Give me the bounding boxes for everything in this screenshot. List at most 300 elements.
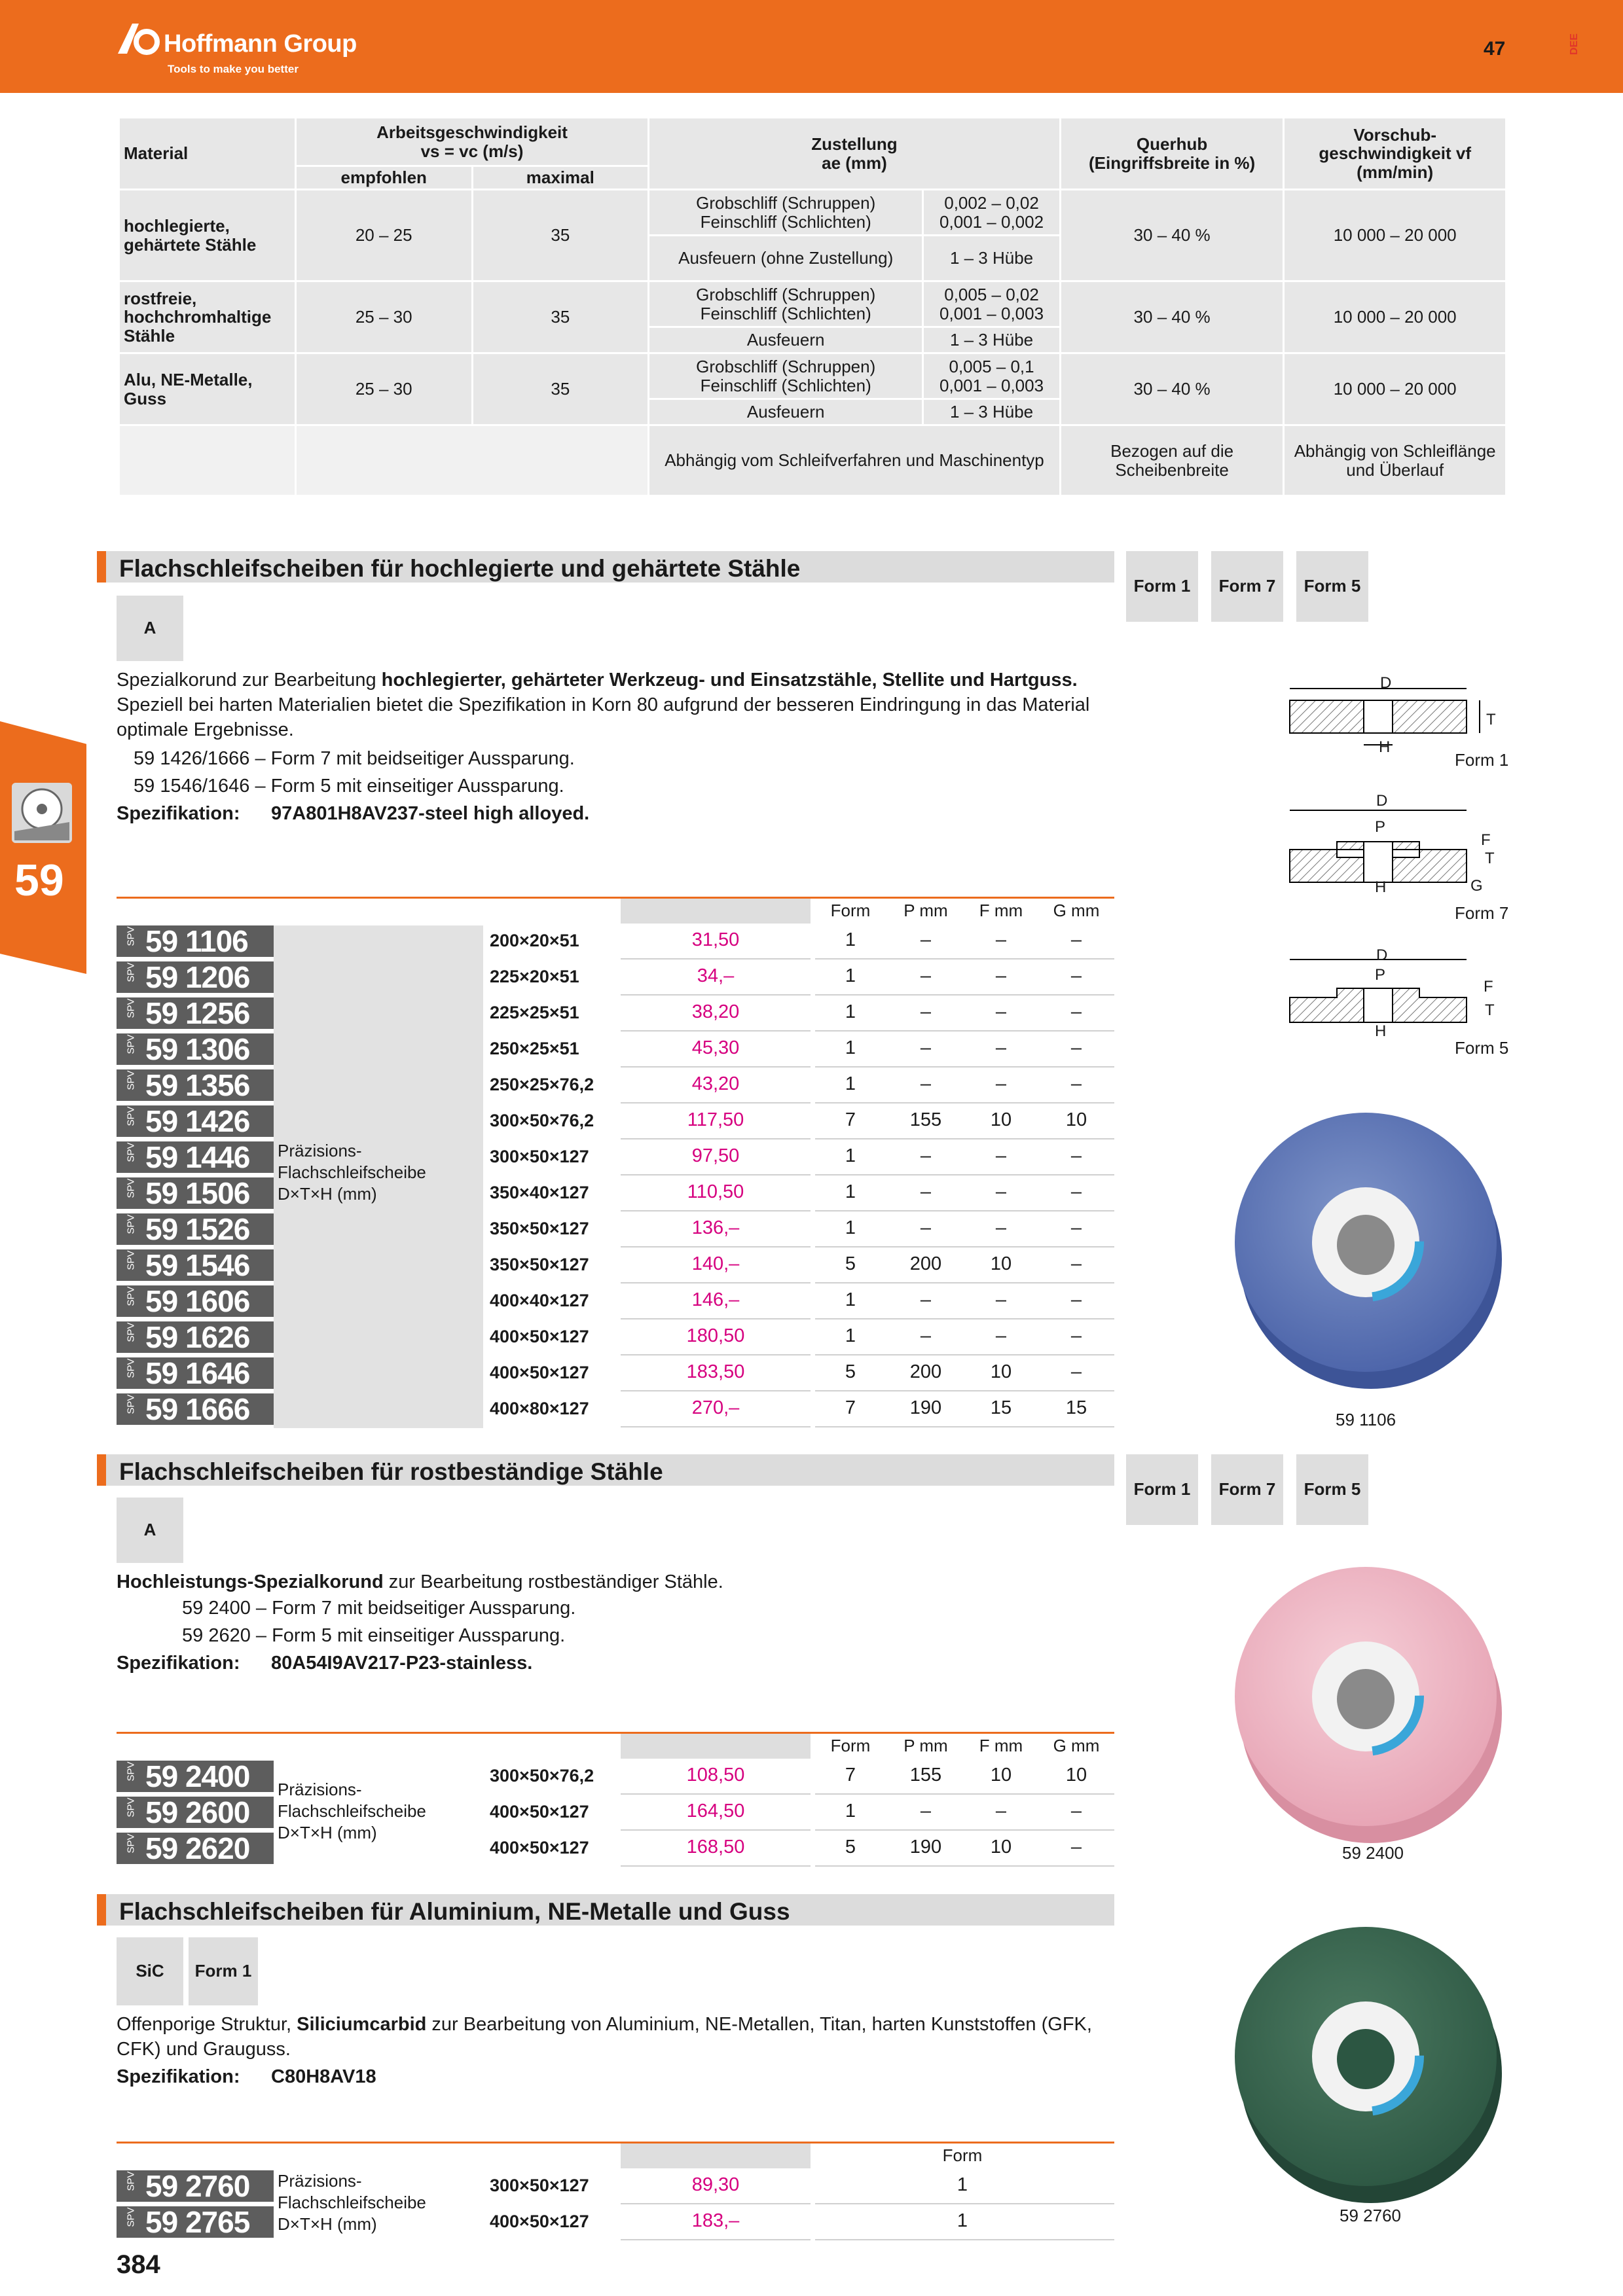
form-value: 5 xyxy=(845,1837,856,1857)
p-value: 200 xyxy=(909,1253,942,1274)
article-number-cell[interactable] xyxy=(117,1797,274,1828)
desc-text: CFK) und Grauguss. xyxy=(117,2039,291,2060)
dim-h: H xyxy=(1379,738,1391,756)
form-badge: Form 7 xyxy=(1211,1454,1283,1525)
supplier-code: SPV xyxy=(125,1178,137,1198)
form-value: 1 xyxy=(845,1289,856,1310)
empty-cell xyxy=(295,425,648,496)
form-value: 1 xyxy=(845,1001,856,1022)
supplier-code: SPV xyxy=(125,1286,137,1306)
article-number-cell[interactable] xyxy=(117,1213,274,1245)
f-value: – xyxy=(995,1001,1007,1022)
grinding-parameter-table xyxy=(118,117,1507,497)
article-number-cell[interactable] xyxy=(117,997,274,1029)
article-number[interactable]: 59 1446 xyxy=(145,1140,250,1174)
dimensions: 400×50×127 xyxy=(490,1838,589,1857)
desc-bold: Siliciumcarbid xyxy=(297,2014,427,2035)
row-rule xyxy=(815,1390,1114,1391)
article-number-cell[interactable] xyxy=(117,1069,274,1101)
row-rule xyxy=(815,1426,1114,1427)
dim-t: T xyxy=(1485,1001,1495,1019)
grinding-wheel-icon xyxy=(12,783,72,843)
table-row[interactable] xyxy=(117,1356,1114,1390)
header-feed-label: Vorschub- xyxy=(1353,124,1436,145)
row-rule xyxy=(815,994,1114,996)
g-value: – xyxy=(1070,1801,1082,1821)
header-infeed xyxy=(649,118,1061,190)
f-value: – xyxy=(995,1181,1007,1202)
header-maximum: maximal xyxy=(472,166,649,190)
variant-note: 59 1426/1666 – Form 7 mit beidseitiger Aussparung. xyxy=(134,748,575,769)
article-number[interactable]: 59 1606 xyxy=(145,1284,250,1318)
article-number-cell[interactable] xyxy=(117,1105,274,1137)
p-value: – xyxy=(920,1801,932,1821)
f-value: – xyxy=(995,965,1007,986)
product-desc: Präzisions- Flachschleifscheibe D×T×H (mm) xyxy=(278,1141,426,1204)
article-number[interactable]: 59 1356 xyxy=(145,1068,250,1102)
row-rule xyxy=(815,1030,1114,1031)
p-value: – xyxy=(920,1325,932,1346)
form-value: 1 xyxy=(845,1181,856,1202)
row-rule xyxy=(815,1174,1114,1175)
article-number[interactable]: 59 1666 xyxy=(145,1392,250,1426)
row-rule xyxy=(621,1318,811,1319)
p-value: – xyxy=(920,929,932,950)
header-infeed-label: Zustellung xyxy=(811,134,898,154)
form-value: 1 xyxy=(957,2174,968,2195)
article-number-cell[interactable] xyxy=(117,961,274,993)
row-rule xyxy=(621,1793,811,1795)
spec-label: Spezifikation: xyxy=(117,1653,240,1674)
price: 110,50 xyxy=(687,1181,744,1202)
p-value: – xyxy=(920,1037,932,1058)
g-value: – xyxy=(1070,965,1082,986)
price: 183,50 xyxy=(686,1361,745,1382)
col-p: P mm xyxy=(903,1736,948,1755)
col-form: Form xyxy=(942,2145,983,2165)
row-rule xyxy=(621,1066,811,1067)
article-number-cell[interactable] xyxy=(117,1833,274,1864)
process-rough: Grobschliff (Schruppen) xyxy=(696,356,876,376)
infeed-rough: 0,002 – 0,02 xyxy=(944,192,1039,213)
spec-label: Spezifikation: xyxy=(117,2066,240,2087)
f-value: – xyxy=(995,1037,1007,1058)
form-badge: Form 1 xyxy=(189,1937,258,2005)
g-value: – xyxy=(1070,929,1082,950)
process-sparkout: Ausfeuern xyxy=(649,327,923,353)
table-row[interactable] xyxy=(117,1284,1114,1318)
form-badge: Form 1 xyxy=(1126,1454,1198,1525)
form-value: 5 xyxy=(845,1253,856,1274)
brand-name[interactable]: Hoffmann Group xyxy=(164,30,357,58)
col-form: Form xyxy=(830,1736,871,1755)
dim-p: P xyxy=(1375,966,1386,984)
g-value: – xyxy=(1070,1145,1082,1166)
p-value: 200 xyxy=(909,1361,942,1382)
supplier-code: SPV xyxy=(125,998,137,1018)
infeed-sparkout: 1 – 3 Hübe xyxy=(923,399,1061,425)
photo-caption: 59 2400 xyxy=(1342,1843,1404,1863)
article-number-cell[interactable] xyxy=(117,2206,274,2238)
header-stroke-unit: (Eingriffsbreite in %) xyxy=(1088,152,1256,173)
variant-note: 59 2620 – Form 5 mit einseitiger Aussparung. xyxy=(182,1625,566,1646)
form-value: 1 xyxy=(845,1801,856,1821)
dimensions: 350×50×127 xyxy=(490,1219,589,1238)
table-row[interactable] xyxy=(117,1140,1114,1174)
form-value: 1 xyxy=(845,1073,856,1094)
form-value: 5 xyxy=(845,1361,856,1382)
section-marker xyxy=(97,551,106,583)
article-number-cell[interactable] xyxy=(117,925,274,957)
col-g: G mm xyxy=(1053,1736,1100,1755)
g-value: – xyxy=(1070,1325,1082,1346)
note-stroke: Bezogen auf die Scheibenbreite xyxy=(1060,425,1284,496)
section-marker xyxy=(97,1894,106,1926)
form-value: 7 xyxy=(845,1765,856,1785)
abrasive-badge: A xyxy=(117,596,183,661)
material-cell: Alu, NE-Metalle, Guss xyxy=(119,353,296,425)
spec-label: Spezifikation: xyxy=(117,803,240,824)
speed-recommended: 25 – 30 xyxy=(295,281,472,353)
col-form: Form xyxy=(830,901,871,920)
table-row[interactable] xyxy=(117,924,1114,958)
process-rough: Grobschliff (Schruppen) xyxy=(696,284,876,304)
g-value: – xyxy=(1070,1217,1082,1238)
process-sparkout: Ausfeuern xyxy=(649,399,923,425)
article-number[interactable]: 59 1506 xyxy=(145,1176,250,1210)
table-row[interactable] xyxy=(117,1759,1114,1793)
dimensions: 400×80×127 xyxy=(490,1399,589,1418)
article-number[interactable]: 59 1256 xyxy=(145,996,250,1030)
material-cell: rostfreie, hochchromhaltige Stähle xyxy=(119,281,296,353)
dimensions: 300×50×76,2 xyxy=(490,1766,594,1785)
row-rule xyxy=(621,1210,811,1211)
process-rough: Grobschliff (Schruppen) xyxy=(696,192,876,213)
variant-note: 59 2400 – Form 7 mit beidseitiger Aussparung. xyxy=(182,1598,576,1619)
section-description xyxy=(117,2012,1138,2062)
material-cell: hochlegierte, gehärtete Stähle xyxy=(119,190,296,281)
table-row[interactable] xyxy=(117,1248,1114,1282)
process-cell xyxy=(649,353,923,399)
row-rule xyxy=(815,1829,1114,1831)
supplier-code: SPV xyxy=(125,1214,137,1234)
table-row[interactable] xyxy=(117,1068,1114,1102)
article-number[interactable]: 59 1426 xyxy=(145,1104,250,1138)
row-rule xyxy=(621,958,811,960)
note-infeed: Abhängig vom Schleifverfahren und Maschinentyp xyxy=(649,425,1061,496)
table-row[interactable] xyxy=(117,1212,1114,1246)
table-row[interactable] xyxy=(117,1176,1114,1210)
header-stroke xyxy=(1060,118,1284,190)
desc-text: optimale Ergebnisse. xyxy=(117,719,294,740)
row-rule xyxy=(815,1246,1114,1247)
table-header-shade xyxy=(621,1734,811,1759)
price: 180,50 xyxy=(686,1325,745,1346)
article-number-cell[interactable] xyxy=(117,1141,274,1173)
stroke-cell: 30 – 40 % xyxy=(1060,353,1284,425)
row-rule xyxy=(815,1318,1114,1319)
article-number[interactable]: 59 1546 xyxy=(145,1248,250,1282)
row-rule xyxy=(815,1066,1114,1067)
p-value: 190 xyxy=(909,1397,942,1418)
form-value: 1 xyxy=(845,929,856,950)
article-number[interactable]: 59 2600 xyxy=(145,1795,250,1829)
photo-caption: 59 1106 xyxy=(1336,1410,1396,1429)
p-value: – xyxy=(920,1181,932,1202)
desc-text: zur Bearbeitung rostbeständiger Stähle. xyxy=(383,1571,723,1592)
pink-grinding-wheel-image xyxy=(1231,1558,1506,1846)
dim-f: F xyxy=(1484,978,1493,996)
speed-recommended: 25 – 30 xyxy=(295,353,472,425)
desc-text: zur Bearbeitung von Aluminium, NE-Metallen, Titan, harten Kunststoffen (GFK, xyxy=(426,2014,1092,2035)
header-speed xyxy=(295,118,648,166)
article-number[interactable]: 59 1526 xyxy=(145,1212,250,1246)
article-number[interactable]: 59 1646 xyxy=(145,1356,250,1390)
g-value: 10 xyxy=(1065,1109,1087,1130)
f-value: – xyxy=(995,929,1007,950)
table-row[interactable] xyxy=(117,1831,1114,1865)
form5-label: Form 5 xyxy=(1455,1038,1509,1058)
table-row[interactable] xyxy=(117,1032,1114,1066)
row-rule xyxy=(621,1102,811,1103)
dim-h: H xyxy=(1375,1022,1387,1040)
header-stroke-label: Querhub xyxy=(1136,134,1208,154)
supplier-code: SPV xyxy=(125,1797,137,1818)
price: 38,20 xyxy=(691,1001,740,1022)
row-rule xyxy=(621,1426,811,1427)
dim-t: T xyxy=(1485,850,1495,867)
article-number-cell[interactable] xyxy=(117,1249,274,1281)
product-desc: Präzisions- Flachschleifscheibe D×T×H (mm) xyxy=(278,1780,426,1842)
infeed-fine: 0,001 – 0,003 xyxy=(939,375,1044,395)
row-rule xyxy=(621,1354,811,1355)
p-value: – xyxy=(920,1145,932,1166)
article-number[interactable]: 59 2620 xyxy=(145,1831,250,1865)
g-value: – xyxy=(1070,1361,1082,1382)
supplier-code: SPV xyxy=(125,1761,137,1782)
language-code: DEE xyxy=(1569,33,1580,55)
dimensions: 400×50×127 xyxy=(490,1802,589,1821)
article-number-cell[interactable] xyxy=(117,1321,274,1353)
supplier-code: SPV xyxy=(125,1142,137,1162)
dim-g: G xyxy=(1470,877,1483,895)
desc-bold: Hochleistungs-Spezialkorund xyxy=(117,1571,384,1592)
table-row[interactable] xyxy=(117,1104,1114,1138)
dim-h: H xyxy=(1375,878,1387,896)
infeed-rough: 0,005 – 0,02 xyxy=(944,284,1039,304)
price: 89,30 xyxy=(691,2174,740,2195)
p-value: – xyxy=(920,965,932,986)
supplier-code: SPV xyxy=(125,1034,137,1054)
variant-note: 59 1546/1646 – Form 5 mit einseitiger Aussparung. xyxy=(134,776,564,797)
hoffmann-logo-icon xyxy=(115,20,166,58)
row-rule xyxy=(621,1246,811,1247)
supplier-code: SPV xyxy=(125,926,137,946)
desc-text: Offenporige Struktur, xyxy=(117,2014,297,2035)
price: 45,30 xyxy=(691,1037,740,1058)
f-value: – xyxy=(995,1217,1007,1238)
feed-cell: 10 000 – 20 000 xyxy=(1284,281,1506,353)
dimensions: 400×50×127 xyxy=(490,2212,589,2231)
table-row[interactable] xyxy=(117,2205,1114,2239)
article-number-cell[interactable] xyxy=(117,1393,274,1425)
table-row[interactable] xyxy=(117,996,1114,1030)
form-value: 1 xyxy=(845,1325,856,1346)
article-number[interactable]: 59 2765 xyxy=(145,2205,250,2239)
article-number-cell[interactable] xyxy=(117,1761,274,1792)
f-value: 10 xyxy=(990,1109,1012,1130)
col-p: P mm xyxy=(903,901,948,920)
speed-max: 35 xyxy=(472,190,649,281)
dim-d: D xyxy=(1376,792,1388,810)
dimensions: 350×50×127 xyxy=(490,1255,589,1274)
row-rule xyxy=(621,1282,811,1283)
infeed-fine: 0,001 – 0,002 xyxy=(939,211,1044,232)
table-row[interactable] xyxy=(117,2169,1114,2203)
article-number-cell[interactable] xyxy=(117,1177,274,1209)
dimensions: 250×25×51 xyxy=(490,1039,579,1058)
col-f: F mm xyxy=(979,901,1023,920)
f-value: 15 xyxy=(990,1397,1012,1418)
note-feed: Abhängig von Schleiflänge und Überlauf xyxy=(1284,425,1506,496)
section-title: Flachschleifscheiben für rostbeständige Stähle xyxy=(119,1458,663,1485)
f-value: – xyxy=(995,1325,1007,1346)
abrasive-badge: A xyxy=(117,1498,183,1563)
desc-text: Speziell bei harten Materialien bietet die Spezifikation in Korn 80 aufgrund der besseren Eindringung in das Material xyxy=(117,694,1090,715)
article-number[interactable]: 59 2760 xyxy=(145,2169,250,2203)
row-rule xyxy=(815,1282,1114,1283)
article-number[interactable]: 59 1106 xyxy=(145,924,248,958)
photo-caption: 59 2760 xyxy=(1340,2206,1401,2225)
g-value: 10 xyxy=(1065,1765,1087,1785)
price: 168,50 xyxy=(686,1837,745,1857)
price: 183,– xyxy=(691,2210,740,2231)
p-value: 190 xyxy=(909,1837,942,1857)
supplier-code: SPV xyxy=(125,2207,137,2227)
article-number-cell[interactable] xyxy=(117,1033,274,1065)
price: 136,– xyxy=(691,1217,740,1238)
row-rule xyxy=(815,1210,1114,1211)
abrasive-badge: SiC xyxy=(117,1937,183,2005)
form-value: 1 xyxy=(845,1145,856,1166)
dimensions: 300×50×127 xyxy=(490,2176,589,2195)
table-top-rule xyxy=(117,1732,1114,1734)
process-fine: Feinschliff (Schlichten) xyxy=(700,375,871,395)
dim-p: P xyxy=(1375,818,1386,836)
f-value: – xyxy=(995,1289,1007,1310)
infeed-cell xyxy=(923,281,1061,327)
brand-tagline: Tools to make you better xyxy=(168,63,299,75)
speed-recommended: 20 – 25 xyxy=(295,190,472,281)
spec-value: 80A54I9AV217-P23-stainless. xyxy=(271,1653,533,1674)
p-value: – xyxy=(920,1073,932,1094)
header-material: Material xyxy=(119,118,296,190)
green-grinding-wheel-image xyxy=(1231,1918,1506,2206)
section-title-bar xyxy=(97,1894,1114,1926)
chapter-number: 59 xyxy=(14,855,64,905)
f-value: 10 xyxy=(990,1837,1012,1857)
row-rule xyxy=(621,1390,811,1391)
section-description xyxy=(117,1570,723,1594)
price: 34,– xyxy=(697,965,735,986)
form-value: 1 xyxy=(845,965,856,986)
table-header-shade xyxy=(621,899,811,924)
process-fine: Feinschliff (Schlichten) xyxy=(700,303,871,323)
p-value: 155 xyxy=(909,1765,942,1785)
form-badge: Form 5 xyxy=(1296,551,1368,622)
dimensions: 225×20×51 xyxy=(490,967,579,986)
row-rule xyxy=(621,1030,811,1031)
article-number-cell[interactable] xyxy=(117,1357,274,1389)
g-value: – xyxy=(1070,1181,1082,1202)
row-rule xyxy=(621,2239,811,2240)
dim-d: D xyxy=(1380,674,1392,692)
table-row[interactable] xyxy=(117,1795,1114,1829)
infeed-cell xyxy=(923,190,1061,236)
row-rule xyxy=(621,1174,811,1175)
section-marker xyxy=(97,1454,106,1486)
row-rule xyxy=(815,1354,1114,1355)
article-number[interactable]: 59 1206 xyxy=(145,960,250,994)
article-number[interactable]: 59 1306 xyxy=(145,1032,250,1066)
header-recommended: empfohlen xyxy=(295,166,472,190)
row-rule xyxy=(815,2239,1114,2240)
section-title: Flachschleifscheiben für hochlegierte und gehärtete Stähle xyxy=(119,555,801,582)
dim-f: F xyxy=(1481,831,1491,849)
table-top-rule xyxy=(117,2142,1114,2144)
form-badge: Form 5 xyxy=(1296,1454,1368,1525)
article-number[interactable]: 59 2400 xyxy=(145,1759,250,1793)
price: 270,– xyxy=(691,1397,740,1418)
section-title: Flachschleifscheiben für Aluminium, NE-Metalle und Guss xyxy=(119,1898,790,1925)
section-title-bar xyxy=(97,1454,1114,1486)
form1-label: Form 1 xyxy=(1455,750,1509,770)
p-value: – xyxy=(920,1001,932,1022)
supplier-code: SPV xyxy=(125,1322,137,1342)
f-value: – xyxy=(995,1801,1007,1821)
form-badge: Form 7 xyxy=(1211,551,1283,622)
article-number[interactable]: 59 1626 xyxy=(145,1320,250,1354)
table-row[interactable] xyxy=(117,960,1114,994)
dimensions: 300×50×127 xyxy=(490,1147,589,1166)
price: 43,20 xyxy=(691,1073,740,1094)
article-number-cell[interactable] xyxy=(117,2170,274,2202)
table-row[interactable] xyxy=(117,1320,1114,1354)
f-value: – xyxy=(995,1073,1007,1094)
header-feed-unit: (mm/min) xyxy=(1357,162,1434,182)
g-value: – xyxy=(1070,1073,1082,1094)
p-value: – xyxy=(920,1289,932,1310)
table-row[interactable] xyxy=(117,1392,1114,1426)
f-value: – xyxy=(995,1145,1007,1166)
form-value: 7 xyxy=(845,1397,856,1418)
supplier-code: SPV xyxy=(125,2171,137,2191)
article-number-cell[interactable] xyxy=(117,1285,274,1317)
g-value: – xyxy=(1070,1253,1082,1274)
dimensions: 400×40×127 xyxy=(490,1291,589,1310)
price: 140,– xyxy=(691,1253,740,1274)
dimensions: 200×20×51 xyxy=(490,931,579,950)
process-cell xyxy=(649,281,923,327)
header-page-number: 47 xyxy=(1484,38,1506,60)
table-header-shade xyxy=(621,2144,811,2168)
blue-grinding-wheel-image xyxy=(1231,1103,1506,1391)
form-value: 7 xyxy=(845,1109,856,1130)
process-cell xyxy=(649,190,923,236)
col-g: G mm xyxy=(1053,901,1100,920)
infeed-rough: 0,005 – 0,1 xyxy=(949,356,1034,376)
feed-cell: 10 000 – 20 000 xyxy=(1284,353,1506,425)
